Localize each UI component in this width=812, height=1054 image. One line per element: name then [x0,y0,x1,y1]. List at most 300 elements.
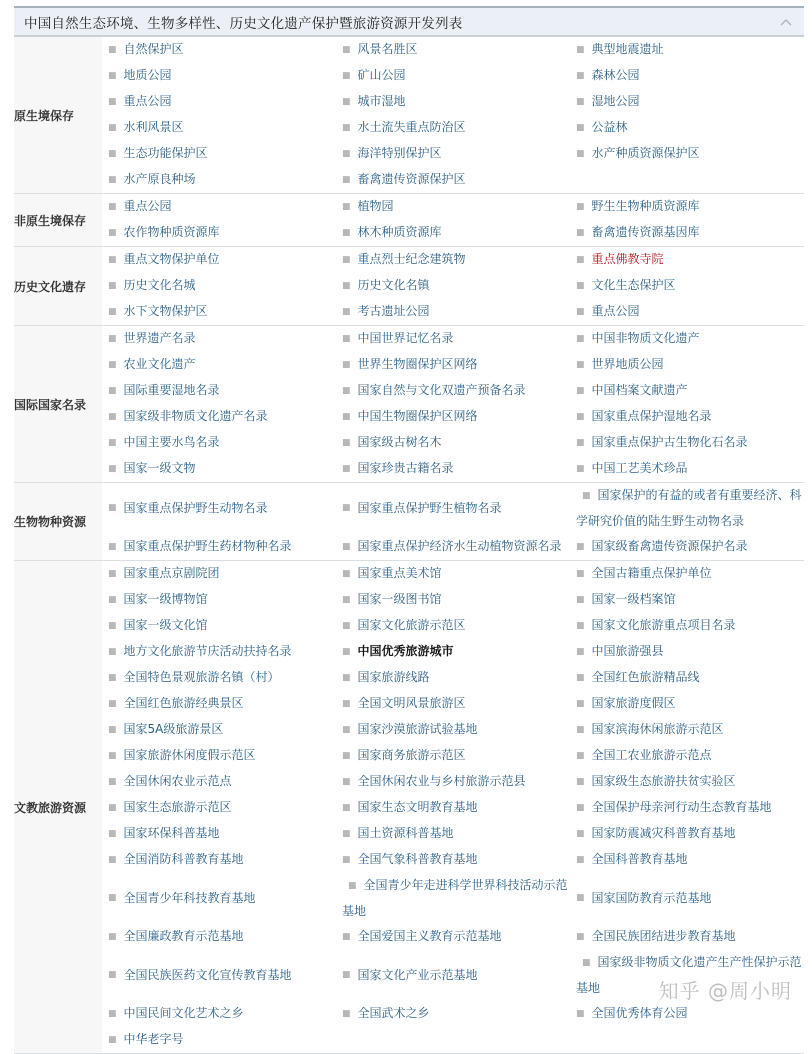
bullet-icon: ■ [108,777,117,787]
list-item [338,456,572,482]
list-item-link[interactable]: 农业文化遗产 [123,357,196,371]
list-item-link[interactable]: 地质公园 [123,68,172,82]
list-item [104,483,338,534]
list-item-link[interactable]: 重点烈士纪念建筑物 [357,252,466,266]
list-item-link[interactable]: 全国休闲农业与乡村旅游示范县 [357,774,526,788]
list-item-link[interactable]: 全国保护母亲河行动生态教育基地 [591,800,772,814]
group-label: 生物物种资源 [14,483,102,560]
list-item [104,691,338,717]
bullet-icon: ■ [576,829,585,839]
list-item-link[interactable]: 全国民族医药文化宣传教育基地 [123,968,292,982]
list-item-link[interactable]: 国家重点保护野生动物名录 [123,501,268,515]
list-item [104,404,338,430]
list-item-link[interactable]: 全国廉政教育示范基地 [123,929,244,943]
list-item-link[interactable]: 国家重点保护湿地名录 [591,409,712,423]
list-item-link[interactable]: 林木种质资源库 [357,225,442,239]
list-item-link[interactable]: 全国红色旅游精品线 [591,670,700,684]
list-item-link[interactable]: 城市湿地 [357,94,406,108]
list-item-link[interactable]: 全国优秀体育公园 [591,1006,688,1020]
list-item-link[interactable]: 水产原良种场 [123,172,196,186]
list-item [572,326,806,352]
list-item [338,873,572,924]
bullet-icon: ■ [108,464,117,474]
bullet-icon: ■ [342,803,351,813]
list-item-link[interactable]: 考古遗址公园 [357,304,430,318]
list-item [338,89,572,115]
list-item-link[interactable]: 全国红色旅游经典景区 [123,696,244,710]
list-item [572,924,806,950]
list-item-link[interactable]: 国家生态文明教育基地 [357,800,478,814]
list-item-link[interactable]: 全国文明风景旅游区 [357,696,466,710]
list-item-link[interactable]: 中国民间文化艺术之乡 [123,1006,244,1020]
bullet-icon: ■ [576,123,585,133]
list-item [572,299,806,325]
list-item [338,167,572,193]
bullet-icon: ■ [108,360,117,370]
list-item [572,378,806,404]
list-item [104,273,338,299]
list-item-link[interactable]: 全国休闲农业示范点 [123,774,232,788]
list-item-link[interactable]: 国家级畜禽遗传资源保护名录 [591,539,748,553]
list-item [104,430,338,456]
bullet-icon: ■ [576,751,585,761]
list-item [572,430,806,456]
navbox [14,6,804,1054]
list-item-link[interactable]: 国家旅游线路 [357,670,430,684]
list-item [572,561,806,587]
bullet-icon: ■ [108,307,117,317]
list-item-link[interactable]: 国家重点美术馆 [357,566,442,580]
bullet-icon: ■ [108,569,117,579]
bullet-icon: ■ [342,595,351,605]
list-item [572,665,806,691]
list-item-link[interactable]: 水土流失重点防治区 [357,120,466,134]
list-item [572,639,806,665]
watermark: 知乎 @周小明 [658,979,792,1003]
bullet-icon: ■ [348,881,357,891]
list-item-link[interactable]: 历史文化名镇 [357,278,430,292]
list-item-link[interactable]: 国家生态旅游示范区 [123,800,232,814]
list-item [338,37,572,63]
navbox-title: 中国自然生态环境、生物多样性、历史文化遗产保护暨旅游资源开发列表 [24,15,463,32]
group-body [102,326,806,482]
list-item [104,63,338,89]
bullet-icon: ■ [108,1035,117,1045]
navbox-group [14,194,804,247]
bullet-icon: ■ [342,542,351,552]
list-item-link[interactable]: 国家一级文物 [123,461,196,475]
bullet-icon: ■ [342,307,351,317]
bullet-icon: ■ [342,503,351,513]
list-item [104,795,338,821]
list-item-link[interactable]: 风景名胜区 [357,42,418,56]
list-item [338,115,572,141]
list-item [104,717,338,743]
group-label: 国际国家名录 [14,326,102,482]
list-item-link[interactable]: 国家一级档案馆 [591,592,676,606]
list-item-link[interactable]: 国家环保科普基地 [123,826,220,840]
list-item-link[interactable]: 植物园 [357,199,394,213]
list-item [572,352,806,378]
bullet-icon: ■ [108,932,117,942]
list-item-link[interactable]: 畜禽遗传资源基因库 [591,225,700,239]
list-item-link[interactable]: 国家珍贵古籍名录 [357,461,454,475]
bullet-icon: ■ [576,255,585,265]
list-item-link[interactable]: 全国气象科普教育基地 [357,852,478,866]
list-item [104,1001,338,1027]
list-item-link[interactable]: 国家级生态旅游扶贫实验区 [591,774,736,788]
list-item-link[interactable]: 国家自然与文化双遗产预备名录 [357,383,526,397]
bullet-icon: ■ [108,647,117,657]
list-item [338,847,572,873]
list-item [338,194,572,220]
list-item [572,456,806,482]
list-item-link[interactable]: 国际重要湿地名录 [123,383,220,397]
bullet-icon: ■ [108,71,117,81]
list-item-link[interactable]: 生态功能保护区 [123,146,208,160]
list-item-link[interactable]: 全国消防科普教育基地 [123,852,244,866]
bullet-icon: ■ [342,751,351,761]
list-item-link[interactable]: 国家文化旅游示范区 [357,618,466,632]
list-item-link[interactable]: 农作物种质资源库 [123,225,220,239]
list-item-link[interactable]: 重点文物保护单位 [123,252,220,266]
list-item-link[interactable]: 国家重点京剧院团 [123,566,220,580]
bullet-icon: ■ [108,970,117,980]
list-item [572,769,806,795]
bullet-icon: ■ [342,464,351,474]
bullet-icon: ■ [342,829,351,839]
list-item-link[interactable]: 国家5A级旅游景区 [123,722,224,736]
list-item-link[interactable]: 国家防震减灾科普教育基地 [591,826,736,840]
bullet-icon: ■ [576,334,585,344]
bullet-icon: ■ [108,412,117,422]
bullet-icon: ■ [576,45,585,55]
list-item [104,950,338,1001]
bullet-icon: ■ [576,97,585,107]
bullet-icon: ■ [342,673,351,683]
bullet-icon: ■ [342,412,351,422]
list-item-link[interactable]: 地方文化旅游节庆活动扶持名录 [123,644,292,658]
list-item-link[interactable]: 野生生物种质资源库 [591,199,700,213]
bullet-icon: ■ [342,647,351,657]
list-item-link[interactable]: 国家级古树名木 [357,435,442,449]
list-item [338,613,572,639]
bullet-icon: ■ [576,360,585,370]
list-item [104,194,338,220]
list-item [104,115,338,141]
list-item-link[interactable]: 矿山公园 [357,68,406,82]
list-item-link[interactable]: 国家级非物质文化遗产生产性保护示范基地 [576,955,802,995]
bullet-icon: ■ [576,699,585,709]
list-item-link[interactable]: 世界遗产名录 [123,331,196,345]
list-item [338,483,572,534]
bullet-icon: ■ [108,175,117,185]
list-item [572,691,806,717]
bullet-icon: ■ [342,438,351,448]
list-item [572,587,806,613]
bullet-icon: ■ [576,438,585,448]
navbox-groups [14,37,804,1054]
list-item-link[interactable]: 国家保护的有益的或者有重要经济、科学研究价值的陆生野生动物名录 [576,488,802,528]
list-item [338,717,572,743]
bullet-icon: ■ [342,621,351,631]
bullet-icon: ■ [108,893,117,903]
bullet-icon: ■ [342,360,351,370]
list-item-link[interactable]: 世界地质公园 [591,357,664,371]
list-item-link[interactable]: 森林公园 [591,68,640,82]
bullet-icon: ■ [582,958,591,968]
list-item-link[interactable]: 公益林 [591,120,628,134]
list-item [338,1001,572,1027]
list-item [338,821,572,847]
bullet-icon: ■ [108,503,117,513]
list-item [104,247,338,273]
list-item [338,220,572,246]
list-item-link[interactable]: 国家重点保护野生植物名录 [357,501,502,515]
bullet-icon: ■ [576,777,585,787]
list-item-link[interactable]: 海洋特别保护区 [357,146,442,160]
list-item-link[interactable]: 国家国防教育示范基地 [591,891,712,905]
list-item-link[interactable]: 国家沙漠旅游试验基地 [357,722,478,736]
list-item [572,115,806,141]
list-item [104,743,338,769]
bullet-icon: ■ [576,803,585,813]
bullet-icon: ■ [108,725,117,735]
chevron-up-icon[interactable] [778,15,794,29]
list-item-link[interactable]: 水产种质资源保护区 [591,146,700,160]
list-item-link[interactable]: 中国非物质文化遗产 [591,331,700,345]
list-item-link[interactable]: 国家一级图书馆 [357,592,442,606]
list-item [104,769,338,795]
list-item-link[interactable]: 国家一级文化馆 [123,618,208,632]
bullet-icon: ■ [576,412,585,422]
list-item-link[interactable]: 中国档案文献遗产 [591,383,688,397]
bullet-icon: ■ [108,123,117,133]
bullet-icon: ■ [108,255,117,265]
list-item [572,743,806,769]
list-item-link[interactable]: 国家商务旅游示范区 [357,748,466,762]
list-item-link[interactable]: 历史文化名城 [123,278,196,292]
bullet-icon: ■ [342,45,351,55]
bullet-icon: ■ [576,855,585,865]
list-item-link[interactable]: 全国民族团结进步教育基地 [591,929,736,943]
list-item [572,483,806,534]
bullet-icon: ■ [108,386,117,396]
list-item-link[interactable]: 国家文化旅游重点项目名录 [591,618,736,632]
bullet-icon: ■ [342,281,351,291]
list-item-link[interactable]: 全国特色景观旅游名镇（村） [123,670,280,684]
bullet-icon: ■ [342,228,351,238]
list-item [572,873,806,924]
group-body [102,247,806,325]
bullet-icon: ■ [576,595,585,605]
list-item [572,1001,806,1027]
list-item [104,378,338,404]
list-item-link[interactable]: 典型地震遗址 [591,42,664,56]
bullet-icon: ■ [576,71,585,81]
list-item [338,950,572,1001]
list-item [572,220,806,246]
list-item-link[interactable]: 国家重点保护野生药材物种名录 [123,539,292,553]
bullet-icon: ■ [108,542,117,552]
list-item-link[interactable]: 中国生物圈保护区网络 [357,409,478,423]
navbox-group [14,483,804,561]
bullet-icon: ■ [108,751,117,761]
list-item [338,795,572,821]
list-item [338,691,572,717]
list-item [338,352,572,378]
list-item-link[interactable]: 中国工艺美术珍品 [591,461,688,475]
list-item-link[interactable]: 国家级非物质文化遗产名录 [123,409,268,423]
bullet-icon: ■ [342,386,351,396]
bullet-icon: ■ [342,725,351,735]
bullet-icon: ■ [108,202,117,212]
list-item [338,378,572,404]
bullet-icon: ■ [342,149,351,159]
bullet-icon: ■ [342,202,351,212]
list-item [572,247,806,273]
list-item-link[interactable]: 全国武术之乡 [357,1006,430,1020]
list-item-link[interactable]: 水利风景区 [123,120,184,134]
group-body [102,37,806,193]
bullet-icon: ■ [108,149,117,159]
list-item [104,299,338,325]
bullet-icon: ■ [342,175,351,185]
list-item-link[interactable]: 中国优秀旅游城市 [357,644,454,658]
bullet-icon: ■ [576,228,585,238]
list-item-link[interactable]: 国家旅游度假区 [591,696,676,710]
bullet-icon: ■ [342,855,351,865]
bullet-icon: ■ [342,932,351,942]
group-label: 原生境保存 [14,37,102,193]
bullet-icon: ■ [108,97,117,107]
bullet-icon: ■ [108,673,117,683]
list-item-link[interactable]: 国家重点保护古生物化石名录 [591,435,748,449]
bullet-icon: ■ [576,932,585,942]
bullet-icon: ■ [108,699,117,709]
list-item-link[interactable]: 全国青少年走进科学世界科技活动示范基地 [342,878,568,918]
bullet-icon: ■ [576,386,585,396]
list-item [338,299,572,325]
bullet-icon: ■ [576,673,585,683]
list-item [338,247,572,273]
list-item-link[interactable]: 水下文物保护区 [123,304,208,318]
list-item-link[interactable]: 重点公园 [123,199,172,213]
bullet-icon: ■ [342,97,351,107]
list-item [104,37,338,63]
group-body [102,483,806,560]
list-item [338,743,572,769]
bullet-icon: ■ [342,569,351,579]
bullet-icon: ■ [108,595,117,605]
list-item-link[interactable]: 文化生态保护区 [591,278,676,292]
list-item [104,167,338,193]
list-item [104,821,338,847]
bullet-icon: ■ [576,307,585,317]
list-item [104,89,338,115]
list-item-link[interactable]: 全国科普教育基地 [591,852,688,866]
list-item [104,924,338,950]
list-item [104,1027,338,1053]
bullet-icon: ■ [108,855,117,865]
bullet-icon: ■ [108,438,117,448]
bullet-icon: ■ [576,647,585,657]
list-item-link[interactable]: 国家文化产业示范基地 [357,968,478,982]
list-item-link[interactable]: 重点公园 [123,94,172,108]
list-item-link[interactable]: 全国爱国主义教育示范基地 [357,929,502,943]
bullet-icon: ■ [576,202,585,212]
list-item-link[interactable]: 湿地公园 [591,94,640,108]
list-item [104,873,338,924]
bullet-icon: ■ [108,829,117,839]
list-item [338,404,572,430]
list-item [104,639,338,665]
list-item [338,587,572,613]
list-item [338,561,572,587]
list-item [572,534,806,560]
list-item-link[interactable]: 重点公园 [591,304,640,318]
list-item-link[interactable]: 世界生物圈保护区网络 [357,357,478,371]
list-item [338,273,572,299]
list-item [338,63,572,89]
bullet-icon: ■ [576,725,585,735]
list-item [104,534,338,560]
bullet-icon: ■ [108,803,117,813]
list-item-link[interactable]: 全国工农业旅游示范点 [591,748,712,762]
bullet-icon: ■ [342,970,351,980]
bullet-icon: ■ [108,621,117,631]
bullet-icon: ■ [582,491,591,501]
list-item-link[interactable]: 全国古籍重点保护单位 [591,566,712,580]
list-item [572,717,806,743]
list-item [338,639,572,665]
bullet-icon: ■ [576,621,585,631]
list-item-link[interactable]: 国家滨海休闲旅游示范区 [591,722,724,736]
list-item-link[interactable]: 国家旅游休闲度假示范区 [123,748,256,762]
list-item [104,326,338,352]
list-item-link[interactable]: 全国青少年科技教育基地 [123,891,256,905]
list-item-link[interactable]: 国家重点保护经济水生动植物资源名录 [357,539,562,553]
list-item [104,220,338,246]
list-item-link[interactable]: 国家一级博物馆 [123,592,208,606]
list-item-link[interactable]: 重点佛教寺院 [591,252,664,266]
bullet-icon: ■ [342,71,351,81]
group-body [102,194,806,246]
list-item [104,561,338,587]
bullet-icon: ■ [576,464,585,474]
list-item-link[interactable]: 中国世界记忆名录 [357,331,454,345]
list-item [104,587,338,613]
list-item [572,194,806,220]
bullet-icon: ■ [576,893,585,903]
list-item [104,847,338,873]
list-item-link[interactable]: 中国旅游强县 [591,644,664,658]
list-item [572,37,806,63]
list-item-link[interactable]: 中国主要水鸟名录 [123,435,220,449]
navbox-group [14,326,804,483]
list-item-link[interactable]: 畜禽遗传资源保护区 [357,172,466,186]
list-item-link[interactable]: 国土资源科普基地 [357,826,454,840]
list-item-link[interactable]: 自然保护区 [123,42,184,56]
list-item [338,665,572,691]
list-item-link[interactable]: 中华老字号 [123,1032,184,1046]
group-label: 非原生境保存 [14,194,102,246]
list-item [572,273,806,299]
bullet-icon: ■ [576,149,585,159]
list-item [338,141,572,167]
list-item [104,613,338,639]
list-item [572,795,806,821]
